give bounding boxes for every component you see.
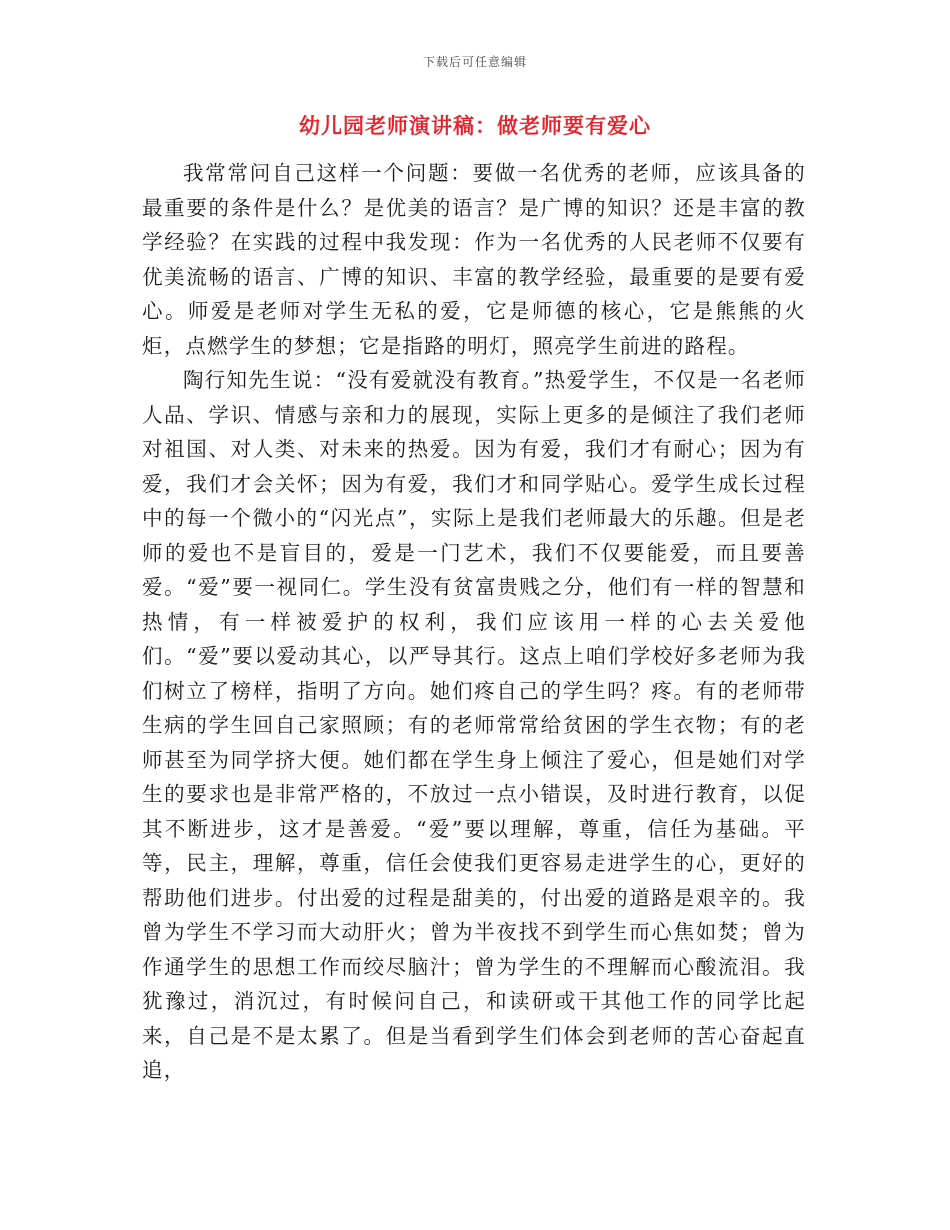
- paragraph-1: 我常常问自己这样一个问题：要做一名优秀的老师，应该具备的最重要的条件是什么？是优美的语言？是广博的知识？还是丰富的教学经验？在实践的过程中我发现：作为一名优秀的人民老师不仅要有优美流畅的语言、广博的知识、丰富的教学经验，最重要的是要有爱心。师爱是老师对学生无私的爱，它是师德的核心，它是熊熊的火炬，点燃学生的梦想；它是指路的明灯，照亮学生前进的路程。: [142, 161, 806, 358]
- page-title: 幼儿园老师演讲稿：做老师要有爱心: [299, 114, 651, 138]
- paragraph-2: 陶行知先生说：“没有爱就没有教育。”热爱学生，不仅是一名老师人品、学识、情感与亲和力的展现，实际上更多的是倾注了我们老师对祖国、对人类、对未来的热爱。因为有爱，我们才有耐心；因为有爱，我们才会关怀；因为有爱，我们才和同学贴心。爱学生成长过程中的每一个微小的“闪光点”，实际上是我们老师最大的乐趣。但是老师的爱也不是盲目的，爱是一门艺术，我们不仅要能爱，而且要善爱。“爱”要一视同仁。学生没有贫富贵贱之分，他们有一样的智慧和热情，有一样被爱护的权利，我们应该用一样的心去关爱他们。“爱”要以爱动其心，以严导其行。这点上咱们学校好多老师为我们树立了榜样，指明了方向。她们疼自己的学生吗？疼。有的老师带生病的学生回自己家照顾；有的老师常常给贫困的学生衣物；有的老师甚至为同学挤大便。她们都在学生身上倾注了爱心，但是她们对学生的要求也是非常严格的，不放过一点小错误，及时进行教育，以促其不断进步，这才是善爱。“爱”要以理解，尊重，信任为基础。平等，民主，理解，尊重，信任会使我们更容易走进学生的心，更好的帮助他们进步。付出爱的过程是甜美的，付出爱的道路是艰辛的。我曾为学生不学习而大动肝火；曾为半夜找不到学生而心焦如焚；曾为作通学生的思想工作而绞尽脑汁；曾为学生的不理解而心酸流泪。我犹豫过，消沉过，有时候问自己，和读研或干其他工作的同学比起来，自己是不是太累了。但是当看到学生们体会到老师的苦心奋起直追，: [142, 368, 806, 1082]
- header-note: 下载后可任意编辑: [422, 55, 527, 69]
- document-body: [142, 156, 806, 1088]
